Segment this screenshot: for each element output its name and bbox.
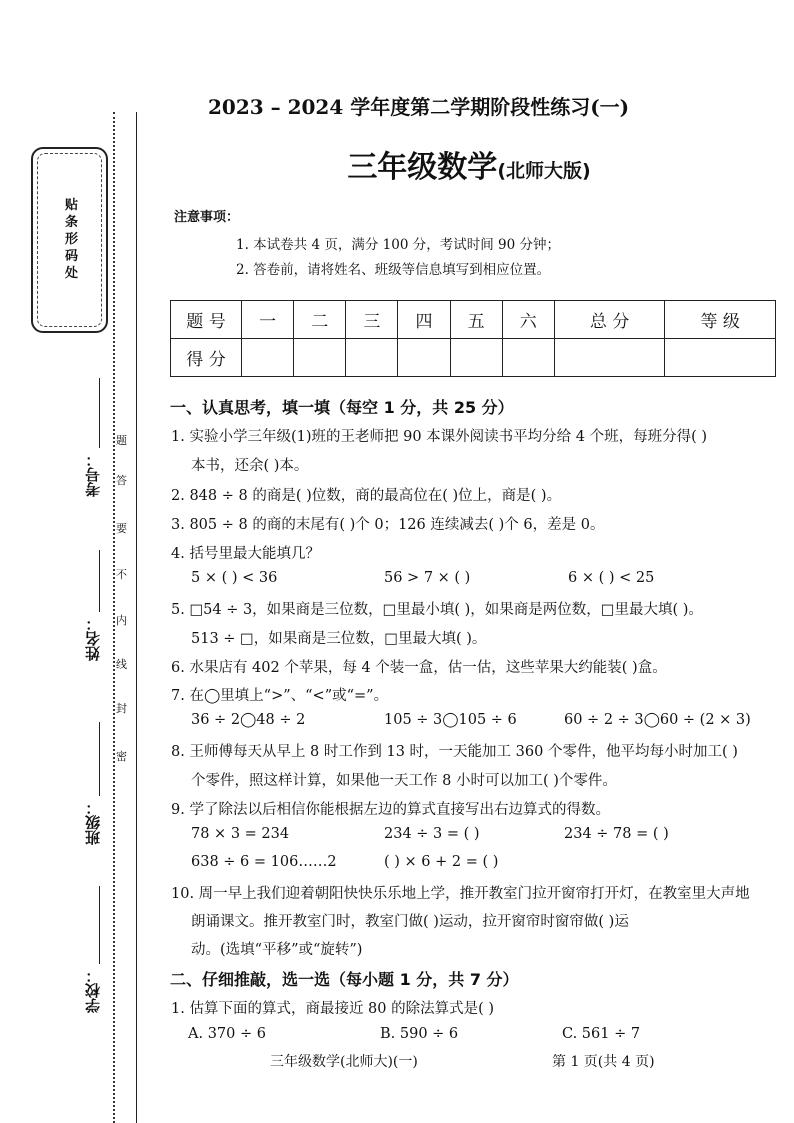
- score-header-cell: 五: [450, 301, 502, 339]
- seal-warning-char: 密: [116, 750, 127, 763]
- question-3: 3. 805 ÷ 8 的商的末尾有( )个 0；126 连续减去( )个 6，差是 0。: [171, 517, 605, 533]
- q9-item: 78 × 3 = 234: [191, 826, 290, 842]
- name-line[interactable]: [99, 550, 100, 612]
- q9-item: 234 ÷ 78 = ( ): [564, 826, 669, 842]
- seal-warning-char: 题: [116, 434, 127, 447]
- question-8-cont: 个零件，照这样计算，如果他一天工作 8 小时可以加工( )个零件。: [191, 773, 617, 789]
- q9-item: 638 ÷ 6 = 106……2: [191, 854, 337, 870]
- notice-item: 2. 答卷前，请将姓名、班级等信息填写到相应位置。: [236, 262, 551, 278]
- score-header-cell: 四: [398, 301, 450, 339]
- solid-margin-line: [136, 112, 137, 1123]
- score-header-cell: 三: [346, 301, 398, 339]
- score-header-cell: 二: [294, 301, 346, 339]
- seal-warning-char: 内: [116, 614, 127, 627]
- q9-item: 234 ÷ 3 = ( ): [384, 826, 480, 842]
- school-line[interactable]: [99, 886, 100, 964]
- question-4: 4. 括号里最大能填几？: [171, 546, 320, 562]
- score-header-cell: 总 分: [554, 301, 665, 339]
- class-label: 班级：: [84, 800, 102, 845]
- question-8: 8. 王师傅每天从早上 8 时工作到 13 时，一天能加工 360 个零件，他平均每小时加工( ): [171, 744, 738, 760]
- q4-item: 5 × ( ) < 36: [191, 570, 278, 586]
- question-2: 2. 848 ÷ 8 的商是( )位数，商的最高位在( )位上，商是( )。: [171, 488, 562, 504]
- q7-item: 105 ÷ 3◯105 ÷ 6: [384, 712, 517, 728]
- subject-name: 三年级数学: [347, 150, 498, 185]
- exam-no-label: 考号：: [84, 452, 102, 497]
- score-header-cell: 等 级: [665, 301, 776, 339]
- exam-page: [166, 0, 786, 1123]
- notice-heading: 注意事项：: [174, 210, 240, 225]
- score-table-score-row: [171, 339, 776, 377]
- score-header-cell: 题 号: [171, 301, 242, 339]
- q7-item: 36 ÷ 2◯48 ÷ 2: [191, 712, 306, 728]
- term-title: 2023 – 2024 学年度第二学期阶段性练习(一): [208, 95, 630, 119]
- score-input-cell[interactable]: [398, 339, 450, 377]
- class-line[interactable]: [99, 722, 100, 796]
- barcode-area: [31, 147, 108, 333]
- q4-item: 6 × ( ) < 25: [568, 570, 655, 586]
- seal-warning-char: 要: [116, 522, 127, 535]
- choice-option-c[interactable]: C. 561 ÷ 7: [562, 1026, 641, 1042]
- question-5: 5. □54 ÷ 3，如果商是三位数，□里最小填( )，如果商是两位数，□里最大填( )。: [171, 602, 703, 618]
- score-input-cell[interactable]: [346, 339, 398, 377]
- binding-margin: [0, 0, 150, 1123]
- score-input-cell[interactable]: [450, 339, 502, 377]
- seal-warning-char: 答: [116, 474, 127, 487]
- barcode-label: 贴条形码处: [62, 197, 77, 283]
- score-input-cell[interactable]: [294, 339, 346, 377]
- score-input-cell[interactable]: [665, 339, 776, 377]
- question-9: 9. 学了除法以后相信你能根据左边的算式直接写出右边算式的得数。: [171, 802, 610, 818]
- score-header-cell: 一: [242, 301, 294, 339]
- footer-page-number: 第 1 页(共 4 页): [552, 1054, 655, 1070]
- choice-question-1: 1. 估算下面的算式，商最接近 80 的除法算式是( ): [171, 1001, 495, 1017]
- school-label: 学校：: [84, 968, 102, 1013]
- score-header-cell: 六: [502, 301, 554, 339]
- choice-option-b[interactable]: B. 590 ÷ 6: [380, 1026, 459, 1042]
- question-10-cont: 朗诵课文。推开教室门时，教室门做( )运动，拉开窗帘时窗帘做( )运: [191, 914, 629, 930]
- score-input-cell[interactable]: [502, 339, 554, 377]
- seal-warning-char: 线: [116, 658, 127, 671]
- subject-title: [166, 142, 772, 186]
- section-2-heading: 二、仔细推敲，选一选（每小题 1 分，共 7 分）: [170, 970, 519, 989]
- q7-item: 60 ÷ 2 ÷ 3◯60 ÷ (2 × 3): [564, 712, 751, 728]
- name-label: 姓名：: [84, 616, 102, 661]
- question-1-cont: 本书，还余( )本。: [191, 458, 309, 474]
- q9-item: ( ) × 6 + 2 = ( ): [384, 854, 499, 870]
- score-input-cell[interactable]: [242, 339, 294, 377]
- section-1-heading: 一、认真思考，填一填（每空 1 分，共 25 分）: [170, 398, 514, 417]
- seal-warning-char: 不: [116, 568, 127, 581]
- notice-item: 1. 本试卷共 4 页，满分 100 分，考试时间 90 分钟；: [236, 237, 560, 253]
- question-10-cont: 动。(选填“平移”或“旋转”): [191, 942, 363, 958]
- question-1: 1. 实验小学三年级(1)班的王老师把 90 本课外阅读书平均分给 4 个班，每班分得( ): [171, 429, 708, 445]
- question-10: 10. 周一早上我们迎着朝阳快快乐乐地上学，推开教室门拉开窗帘打开灯，在教室里大声地: [171, 886, 750, 902]
- footer-subject: 三年级数学(北师大)(一): [270, 1054, 418, 1070]
- exam-no-line[interactable]: [99, 378, 100, 448]
- question-6: 6. 水果店有 402 个苹果，每 4 个装一盒，估一估，这些苹果大约能装( )盒。: [171, 660, 667, 676]
- question-5-cont: 513 ÷ □，如果商是三位数，□里最大填( )。: [191, 631, 487, 647]
- score-row-label: 得 分: [171, 339, 242, 377]
- score-table-header-row: [171, 301, 776, 339]
- score-table: [170, 300, 776, 377]
- q4-item: 56 > 7 × ( ): [384, 570, 471, 586]
- edition-label: (北师大版): [497, 160, 591, 182]
- score-input-cell[interactable]: [554, 339, 665, 377]
- seal-warning-char: 封: [116, 702, 127, 715]
- choice-option-a[interactable]: A. 370 ÷ 6: [188, 1026, 266, 1042]
- dotted-seal-line: [113, 112, 115, 1123]
- question-7: 7. 在◯里填上“>”、“<”或“=”。: [171, 688, 389, 704]
